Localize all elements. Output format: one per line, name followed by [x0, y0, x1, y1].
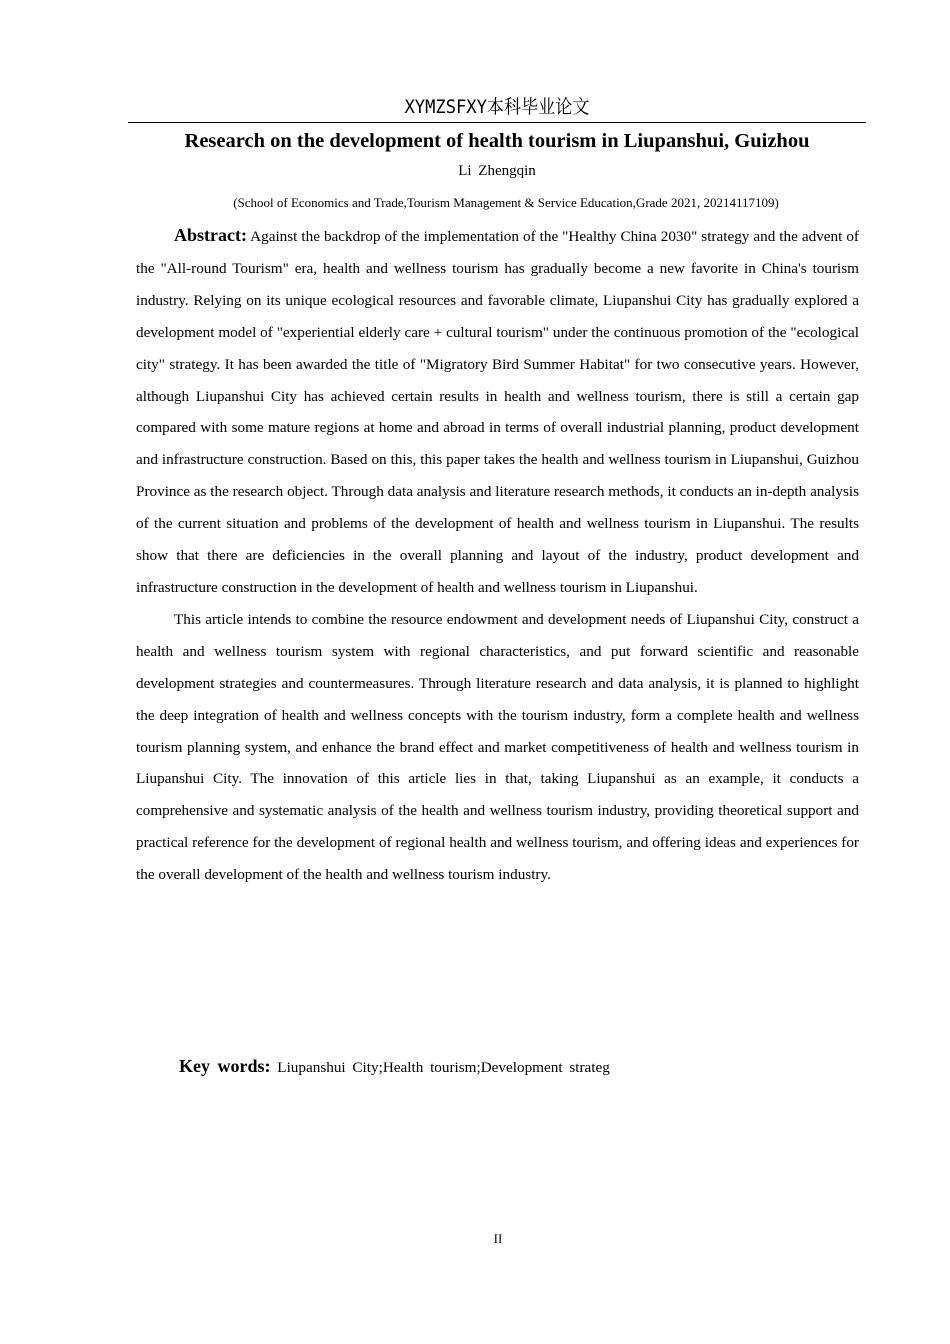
- running-header: XYMZSFXY本科毕业论文: [404, 96, 590, 118]
- keywords-line: [179, 1053, 610, 1081]
- author-name: Li Zhengqin: [458, 163, 536, 179]
- abstract-paragraph-2: This article intends to combine the resource endowment and development needs of Liupanshui City, construct a health and wellness tourism system with regional characteristics, and put forward scientific and reasonable development strategies and countermeasures. Through literature research and data analysis, it is planned to highlight the deep integration of health and wellness concepts with the tourism industry, form a complete health and wellness tourism planning system, and enhance the brand effect and market competitiveness of health and wellness tourism in Liupanshui City. The innovation of this article lies in that, taking Liupanshui as an example, it conducts a comprehensive and systematic analysis of the health and wellness tourism industry, providing theoretical support and practical reference for the development of regional health and wellness tourism, and offering ideas and experiences for the overall development of the health and wellness tourism industry.: [136, 610, 859, 884]
- abstract-label: Abstract:: [174, 225, 247, 245]
- paper-title: Research on the development of health tourism in Liupanshui, Guizhou: [184, 130, 810, 152]
- keywords-text: Liupanshui City;Health tourism;Development strateg: [277, 1059, 610, 1076]
- author-affiliation: (School of Economics and Trade,Tourism Management & Service Education,Grade 2021, 20214117109): [233, 195, 779, 210]
- keywords-label: Key words:: [179, 1056, 271, 1076]
- abstract-paragraph-1: [136, 220, 859, 604]
- page-number: II: [493, 1231, 503, 1246]
- abstract-section: [136, 220, 859, 891]
- header-rule: [128, 122, 866, 123]
- abstract-paragraph-1-text: Against the backdrop of the implementation of the "Healthy China 2030" strategy and the advent of the "All-round Tourism" era, health and wellness tourism has gradually become a new favorite in China's tourism industry. Relying on its unique ecological resources and favorable climate, Liupanshui City has gradually explored a development model of "experiential elderly care + cultural tourism" under the continuous promotion of the "ecological city" strategy. It has been awarded the title of "Migratory Bird Summer Habitat" for two consecutive years. However, although Liupanshui City has achieved certain results in health and wellness tourism, there is still a certain gap compared with some mature regions at home and abroad in terms of overall industrial planning, product development and infrastructure construction. Based on this, this paper takes the health and wellness tourism in Liupanshui, Guizhou Province as the research object. Through data analysis and literature research methods, it conducts an in-depth analysis of the current situation and problems of the development of health and wellness tourism in Liupanshui. The results show that there are deficiencies in the overall planning and layout of the industry, product development and infrastructure construction in the development of health and wellness tourism in Liupanshui.: [136, 228, 859, 596]
